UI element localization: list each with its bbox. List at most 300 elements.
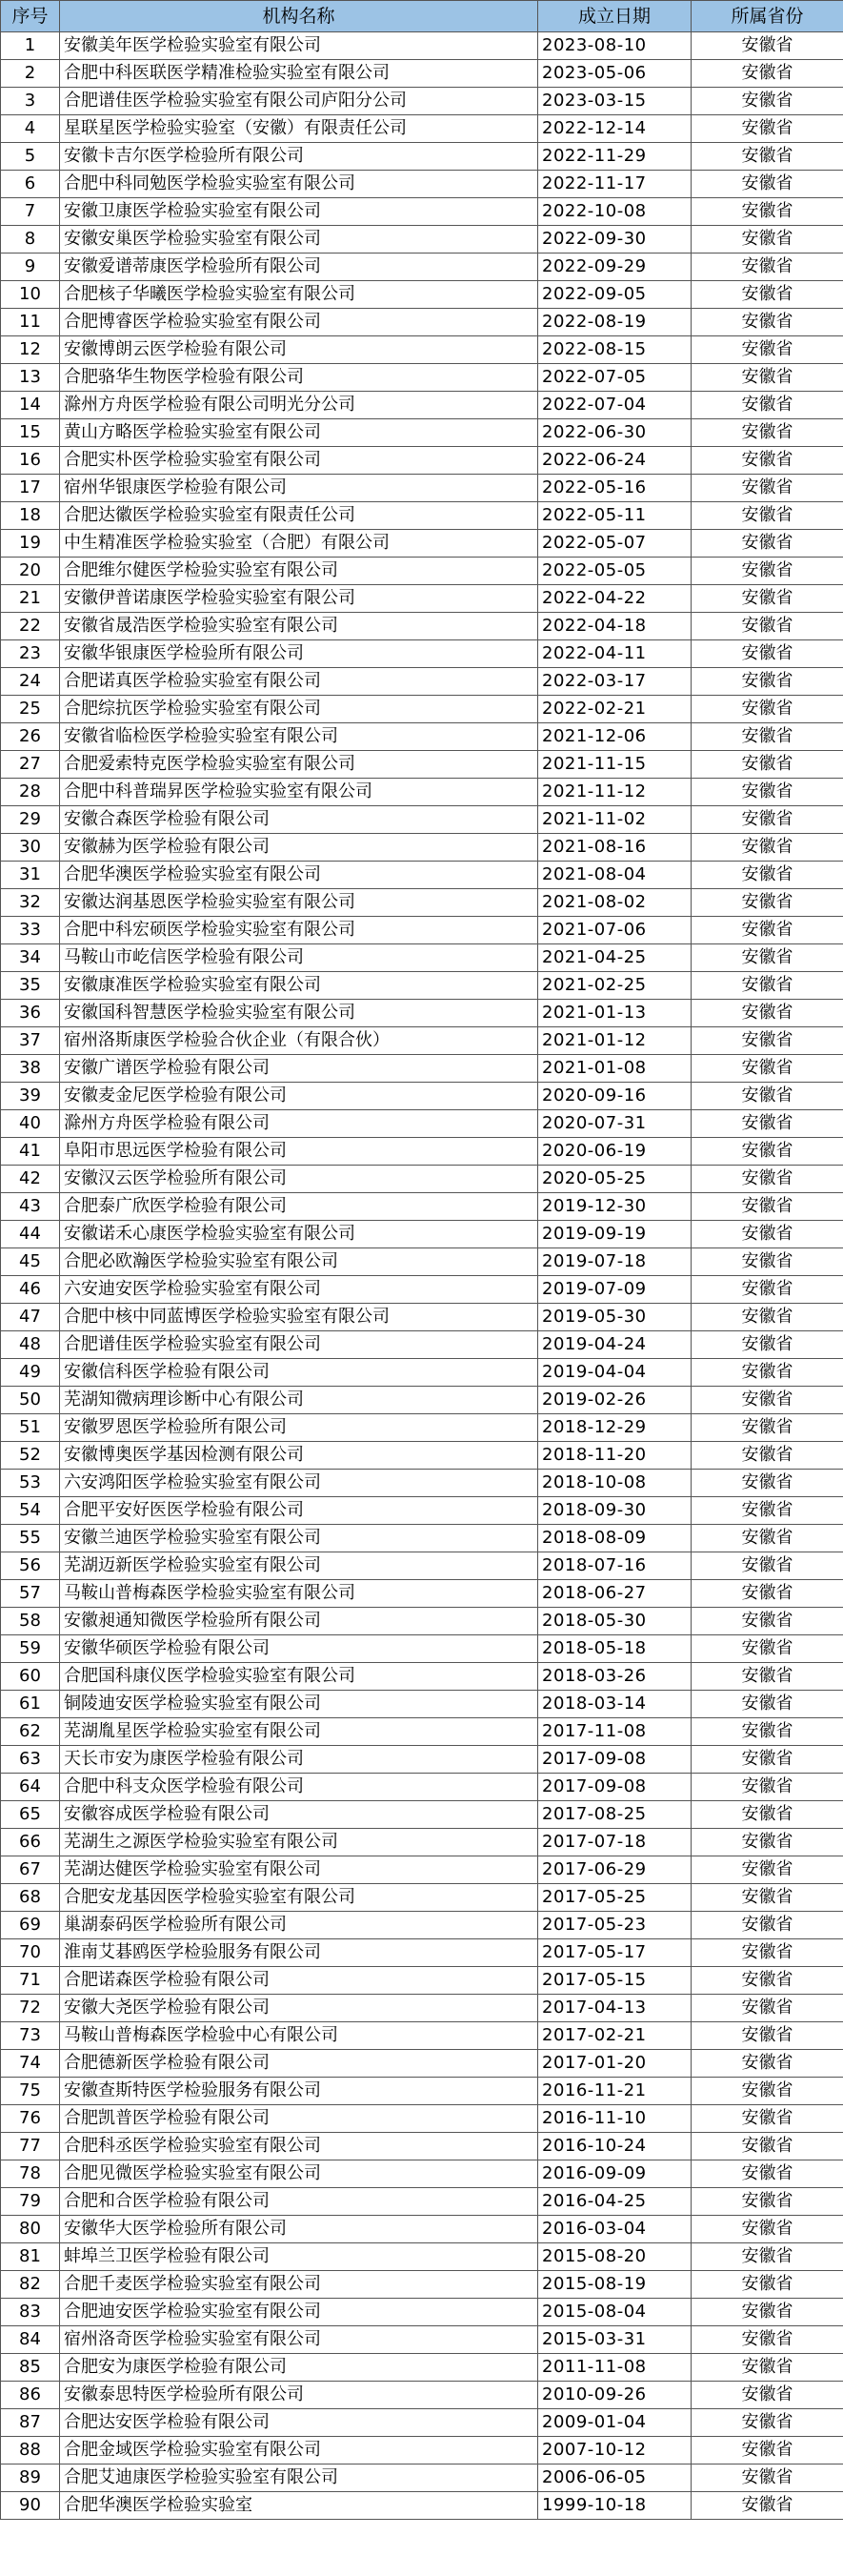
row-index: 12 [1,336,60,364]
row-date: 2007-10-12 [538,2437,692,2464]
row-date: 2016-10-24 [538,2133,692,2160]
table-row [1,1884,843,1912]
table-row [1,723,843,751]
table-row [1,585,843,613]
table-row [1,1746,843,1774]
row-province: 安徽省 [692,723,843,751]
row-province: 安徽省 [692,1387,843,1414]
row-province: 安徽省 [692,475,843,502]
row-index: 62 [1,1718,60,1746]
row-province: 安徽省 [692,668,843,696]
row-date: 2020-07-31 [538,1110,692,1138]
row-name: 合肥艾迪康医学检验实验室有限公司 [60,2464,538,2492]
row-date: 2021-08-04 [538,862,692,889]
row-name: 中生精准医学检验实验室（合肥）有限公司 [60,530,538,558]
row-province: 安徽省 [692,889,843,917]
row-name: 安徽康准医学检验实验室有限公司 [60,972,538,1000]
row-date: 2022-06-30 [538,419,692,447]
row-index: 3 [1,88,60,115]
table-row [1,2382,843,2409]
row-index: 72 [1,1995,60,2022]
row-province: 安徽省 [692,2105,843,2133]
row-province: 安徽省 [692,171,843,198]
row-name: 芜湖胤星医学检验实验室有限公司 [60,1718,538,1746]
row-index: 89 [1,2464,60,2492]
row-name: 合肥诺森医学检验有限公司 [60,1967,538,1995]
row-name: 安徽伊普诺康医学检验实验室有限公司 [60,585,538,613]
row-date: 2022-09-30 [538,226,692,254]
table-row [1,1110,843,1138]
row-date: 2017-01-20 [538,2050,692,2078]
row-date: 2006-06-05 [538,2464,692,2492]
row-index: 60 [1,1663,60,1691]
row-name: 合肥德新医学检验有限公司 [60,2050,538,2078]
row-index: 51 [1,1414,60,1442]
row-name: 安徽博奥医学基因检测有限公司 [60,1442,538,1470]
row-name: 滁州方舟医学检验有限公司 [60,1110,538,1138]
row-index: 73 [1,2022,60,2050]
row-date: 2023-03-15 [538,88,692,115]
row-province: 安徽省 [692,834,843,862]
row-province: 安徽省 [692,1083,843,1110]
row-index: 1 [1,32,60,60]
row-province: 安徽省 [692,2188,843,2216]
row-date: 2021-01-12 [538,1027,692,1055]
table-row [1,806,843,834]
row-province: 安徽省 [692,530,843,558]
row-name: 安徽昶通知微医学检验所有限公司 [60,1608,538,1635]
row-date: 2017-05-25 [538,1884,692,1912]
row-province: 安徽省 [692,1166,843,1193]
row-date: 2021-01-13 [538,1000,692,1027]
row-name: 马鞍山普梅森医学检验实验室有限公司 [60,1580,538,1608]
row-name: 安徽罗恩医学检验所有限公司 [60,1414,538,1442]
row-name: 芜湖生之源医学检验实验室有限公司 [60,1829,538,1856]
row-index: 78 [1,2160,60,2188]
row-name: 安徽麦金尼医学检验有限公司 [60,1083,538,1110]
table-row [1,143,843,171]
row-date: 2022-04-11 [538,640,692,668]
table-row [1,2299,843,2326]
row-province: 安徽省 [692,862,843,889]
row-province: 安徽省 [692,1691,843,1718]
row-name: 合肥金域医学检验实验室有限公司 [60,2437,538,2464]
row-name: 芜湖达健医学检验实验室有限公司 [60,1856,538,1884]
row-province: 安徽省 [692,2160,843,2188]
row-index: 42 [1,1166,60,1193]
row-index: 83 [1,2299,60,2326]
row-province: 安徽省 [692,1552,843,1580]
row-index: 86 [1,2382,60,2409]
row-date: 2022-02-21 [538,696,692,723]
row-date: 2018-03-26 [538,1663,692,1691]
row-name: 合肥中核中同蓝博医学检验实验室有限公司 [60,1304,538,1331]
row-index: 20 [1,558,60,585]
row-index: 9 [1,254,60,281]
row-name: 安徽合森医学检验有限公司 [60,806,538,834]
table-row [1,2437,843,2464]
row-name: 安徽省临检医学检验实验室有限公司 [60,723,538,751]
table-row [1,1027,843,1055]
row-province: 安徽省 [692,1580,843,1608]
row-index: 68 [1,1884,60,1912]
row-province: 安徽省 [692,1331,843,1359]
row-index: 66 [1,1829,60,1856]
row-index: 28 [1,779,60,806]
table-row [1,1967,843,1995]
row-date: 2019-07-09 [538,1276,692,1304]
row-name: 安徽博朗云医学检验有限公司 [60,336,538,364]
row-date: 2017-07-18 [538,1829,692,1856]
row-province: 安徽省 [692,1608,843,1635]
row-index: 84 [1,2326,60,2354]
row-index: 33 [1,917,60,944]
table-row [1,2160,843,2188]
row-province: 安徽省 [692,1138,843,1166]
row-province: 安徽省 [692,1027,843,1055]
row-index: 50 [1,1387,60,1414]
table-row [1,309,843,336]
row-date: 2021-04-25 [538,944,692,972]
row-name: 安徽汉云医学检验所有限公司 [60,1166,538,1193]
row-name: 合肥安为康医学检验有限公司 [60,2354,538,2382]
row-date: 2022-05-07 [538,530,692,558]
row-date: 2018-05-30 [538,1608,692,1635]
row-date: 2023-05-06 [538,60,692,88]
row-name: 合肥中科同勉医学检验实验室有限公司 [60,171,538,198]
row-index: 63 [1,1746,60,1774]
table-row [1,2464,843,2492]
row-index: 69 [1,1912,60,1939]
row-date: 2020-06-19 [538,1138,692,1166]
row-province: 安徽省 [692,917,843,944]
row-index: 46 [1,1276,60,1304]
row-index: 44 [1,1221,60,1248]
row-province: 安徽省 [692,2022,843,2050]
row-province: 安徽省 [692,2050,843,2078]
row-name: 铜陵迪安医学检验实验室有限公司 [60,1691,538,1718]
table-row [1,668,843,696]
row-name: 安徽卫康医学检验实验室有限公司 [60,198,538,226]
row-date: 2021-11-15 [538,751,692,779]
row-name: 合肥爱索特克医学检验实验室有限公司 [60,751,538,779]
table-row [1,32,843,60]
row-index: 4 [1,115,60,143]
row-index: 16 [1,447,60,475]
row-province: 安徽省 [692,254,843,281]
row-index: 81 [1,2243,60,2271]
row-date: 2017-09-08 [538,1746,692,1774]
table-row [1,862,843,889]
row-province: 安徽省 [692,640,843,668]
row-date: 2021-12-06 [538,723,692,751]
row-index: 82 [1,2271,60,2299]
row-index: 49 [1,1359,60,1387]
row-province: 安徽省 [692,143,843,171]
row-index: 80 [1,2216,60,2243]
row-index: 29 [1,806,60,834]
table-body [1,32,843,2520]
row-province: 安徽省 [692,944,843,972]
table-row [1,1276,843,1304]
row-name: 合肥骆华生物医学检验有限公司 [60,364,538,392]
row-index: 39 [1,1083,60,1110]
row-date: 2022-05-11 [538,502,692,530]
row-index: 18 [1,502,60,530]
row-index: 23 [1,640,60,668]
table-row [1,2326,843,2354]
row-province: 安徽省 [692,281,843,309]
table-row [1,336,843,364]
row-date: 2015-08-04 [538,2299,692,2326]
row-name: 安徽兰迪医学检验实验室有限公司 [60,1525,538,1552]
row-date: 2022-05-16 [538,475,692,502]
table-row [1,1580,843,1608]
row-name: 安徽爱谱蒂康医学检验所有限公司 [60,254,538,281]
row-date: 2022-05-05 [538,558,692,585]
row-index: 59 [1,1635,60,1663]
table-row [1,1000,843,1027]
table-row [1,1055,843,1083]
row-date: 2018-07-16 [538,1552,692,1580]
row-province: 安徽省 [692,2464,843,2492]
table-row [1,1525,843,1552]
row-name: 安徽华银康医学检验所有限公司 [60,640,538,668]
row-name: 合肥凯普医学检验有限公司 [60,2105,538,2133]
row-name: 合肥安龙基因医学检验实验室有限公司 [60,1884,538,1912]
row-province: 安徽省 [692,806,843,834]
row-index: 56 [1,1552,60,1580]
row-province: 安徽省 [692,2326,843,2354]
row-name: 滁州方舟医学检验有限公司明光分公司 [60,392,538,419]
row-province: 安徽省 [692,2243,843,2271]
row-name: 合肥泰广欣医学检验有限公司 [60,1193,538,1221]
row-date: 2017-05-17 [538,1939,692,1967]
row-province: 安徽省 [692,2216,843,2243]
row-province: 安徽省 [692,1774,843,1801]
row-index: 76 [1,2105,60,2133]
row-index: 2 [1,60,60,88]
row-name: 安徽诺禾心康医学检验实验室有限公司 [60,1221,538,1248]
row-name: 合肥谱佳医学检验实验室有限公司 [60,1331,538,1359]
row-index: 45 [1,1248,60,1276]
table-row [1,1359,843,1387]
row-date: 2018-03-14 [538,1691,692,1718]
row-date: 2021-02-25 [538,972,692,1000]
table-row [1,1829,843,1856]
row-province: 安徽省 [692,60,843,88]
row-province: 安徽省 [692,1193,843,1221]
row-index: 32 [1,889,60,917]
row-name: 合肥国科康仪医学检验实验室有限公司 [60,1663,538,1691]
row-name: 安徽查斯特医学检验服务有限公司 [60,2078,538,2105]
row-index: 13 [1,364,60,392]
row-date: 2015-03-31 [538,2326,692,2354]
row-province: 安徽省 [692,392,843,419]
row-name: 安徽达润基恩医学检验实验室有限公司 [60,889,538,917]
row-name: 安徽容成医学检验有限公司 [60,1801,538,1829]
row-index: 67 [1,1856,60,1884]
row-index: 40 [1,1110,60,1138]
row-name: 宿州华银康医学检验有限公司 [60,475,538,502]
table-row [1,1635,843,1663]
row-name: 安徽安巢医学检验实验室有限公司 [60,226,538,254]
row-name: 六安鸿阳医学检验实验室有限公司 [60,1470,538,1497]
row-name: 黄山方略医学检验实验室有限公司 [60,419,538,447]
row-province: 安徽省 [692,1304,843,1331]
table-row [1,2216,843,2243]
header-index: 序号 [1,1,60,32]
row-index: 41 [1,1138,60,1166]
table-row [1,1442,843,1470]
row-name: 合肥华澳医学检验实验室 [60,2492,538,2520]
row-province: 安徽省 [692,2437,843,2464]
row-name: 合肥博睿医学检验实验室有限公司 [60,309,538,336]
row-name: 安徽泰思特医学检验所有限公司 [60,2382,538,2409]
table-row [1,1774,843,1801]
table-row [1,2354,843,2382]
row-date: 2019-12-30 [538,1193,692,1221]
row-province: 安徽省 [692,1055,843,1083]
row-date: 2019-07-18 [538,1248,692,1276]
row-name: 马鞍山普梅森医学检验中心有限公司 [60,2022,538,2050]
row-name: 安徽信科医学检验有限公司 [60,1359,538,1387]
row-date: 2017-02-21 [538,2022,692,2050]
row-index: 79 [1,2188,60,2216]
row-province: 安徽省 [692,1884,843,1912]
row-province: 安徽省 [692,558,843,585]
header-row [1,1,843,32]
row-date: 2022-04-18 [538,613,692,640]
row-name: 合肥谱佳医学检验实验室有限公司庐阳分公司 [60,88,538,115]
row-name: 安徽赫为医学检验有限公司 [60,834,538,862]
table-row [1,88,843,115]
table-row [1,2271,843,2299]
row-index: 36 [1,1000,60,1027]
table-row [1,419,843,447]
row-province: 安徽省 [692,1995,843,2022]
row-date: 2022-04-22 [538,585,692,613]
row-date: 2017-04-13 [538,1995,692,2022]
row-name: 安徽大尧医学检验有限公司 [60,1995,538,2022]
row-date: 2021-11-12 [538,779,692,806]
row-name: 合肥中科医联医学精准检验实验室有限公司 [60,60,538,88]
row-index: 11 [1,309,60,336]
row-name: 安徽卡吉尔医学检验所有限公司 [60,143,538,171]
row-province: 安徽省 [692,1746,843,1774]
row-name: 巢湖泰码医学检验所有限公司 [60,1912,538,1939]
row-province: 安徽省 [692,1110,843,1138]
row-date: 2018-11-20 [538,1442,692,1470]
table-row [1,1470,843,1497]
table-row [1,613,843,640]
row-province: 安徽省 [692,1939,843,1967]
row-province: 安徽省 [692,2299,843,2326]
row-name: 安徽华硕医学检验有限公司 [60,1635,538,1663]
row-index: 14 [1,392,60,419]
table-row [1,2243,843,2271]
row-date: 2022-10-08 [538,198,692,226]
table-row [1,1497,843,1525]
row-province: 安徽省 [692,115,843,143]
header-date: 成立日期 [538,1,692,32]
table-row [1,944,843,972]
row-name: 阜阳市思远医学检验有限公司 [60,1138,538,1166]
row-name: 合肥中科宏硕医学检验实验室有限公司 [60,917,538,944]
row-date: 2022-09-05 [538,281,692,309]
row-province: 安徽省 [692,2354,843,2382]
table-row [1,530,843,558]
row-province: 安徽省 [692,2078,843,2105]
table-row [1,1663,843,1691]
row-index: 53 [1,1470,60,1497]
row-name: 合肥千麦医学检验实验室有限公司 [60,2271,538,2299]
row-index: 38 [1,1055,60,1083]
row-date: 1999-10-18 [538,2492,692,2520]
row-name: 合肥中科普瑞昇医学检验实验室有限公司 [60,779,538,806]
row-province: 安徽省 [692,2382,843,2409]
row-date: 2019-09-19 [538,1221,692,1248]
table-row [1,1414,843,1442]
row-date: 2020-09-16 [538,1083,692,1110]
row-date: 2017-05-23 [538,1912,692,1939]
row-name: 合肥达徽医学检验实验室有限责任公司 [60,502,538,530]
table-row [1,475,843,502]
table-row [1,281,843,309]
table-row [1,751,843,779]
row-name: 合肥达安医学检验有限公司 [60,2409,538,2437]
table-row [1,502,843,530]
row-index: 77 [1,2133,60,2160]
row-name: 合肥华澳医学检验实验室有限公司 [60,862,538,889]
row-province: 安徽省 [692,1248,843,1276]
row-province: 安徽省 [692,1442,843,1470]
row-date: 2022-11-29 [538,143,692,171]
row-index: 26 [1,723,60,751]
row-name: 安徽美年医学检验实验室有限公司 [60,32,538,60]
row-index: 75 [1,2078,60,2105]
row-date: 2019-04-24 [538,1331,692,1359]
table-row [1,696,843,723]
row-index: 70 [1,1939,60,1967]
row-name: 宿州洛斯康医学检验合伙企业（有限合伙） [60,1027,538,1055]
row-index: 54 [1,1497,60,1525]
row-index: 10 [1,281,60,309]
table-row [1,1856,843,1884]
row-index: 61 [1,1691,60,1718]
row-index: 7 [1,198,60,226]
row-index: 27 [1,751,60,779]
row-province: 安徽省 [692,1856,843,1884]
table-row [1,1995,843,2022]
row-date: 2017-08-25 [538,1801,692,1829]
row-name: 合肥必欧瀚医学检验实验室有限公司 [60,1248,538,1276]
row-date: 2011-11-08 [538,2354,692,2382]
table-row [1,779,843,806]
row-index: 43 [1,1193,60,1221]
row-province: 安徽省 [692,88,843,115]
row-date: 2018-08-09 [538,1525,692,1552]
row-province: 安徽省 [692,2409,843,2437]
row-province: 安徽省 [692,226,843,254]
header-province: 所属省份 [692,1,843,32]
table-row [1,115,843,143]
row-date: 2021-08-16 [538,834,692,862]
row-province: 安徽省 [692,336,843,364]
table-row [1,2492,843,2520]
row-index: 47 [1,1304,60,1331]
row-index: 30 [1,834,60,862]
